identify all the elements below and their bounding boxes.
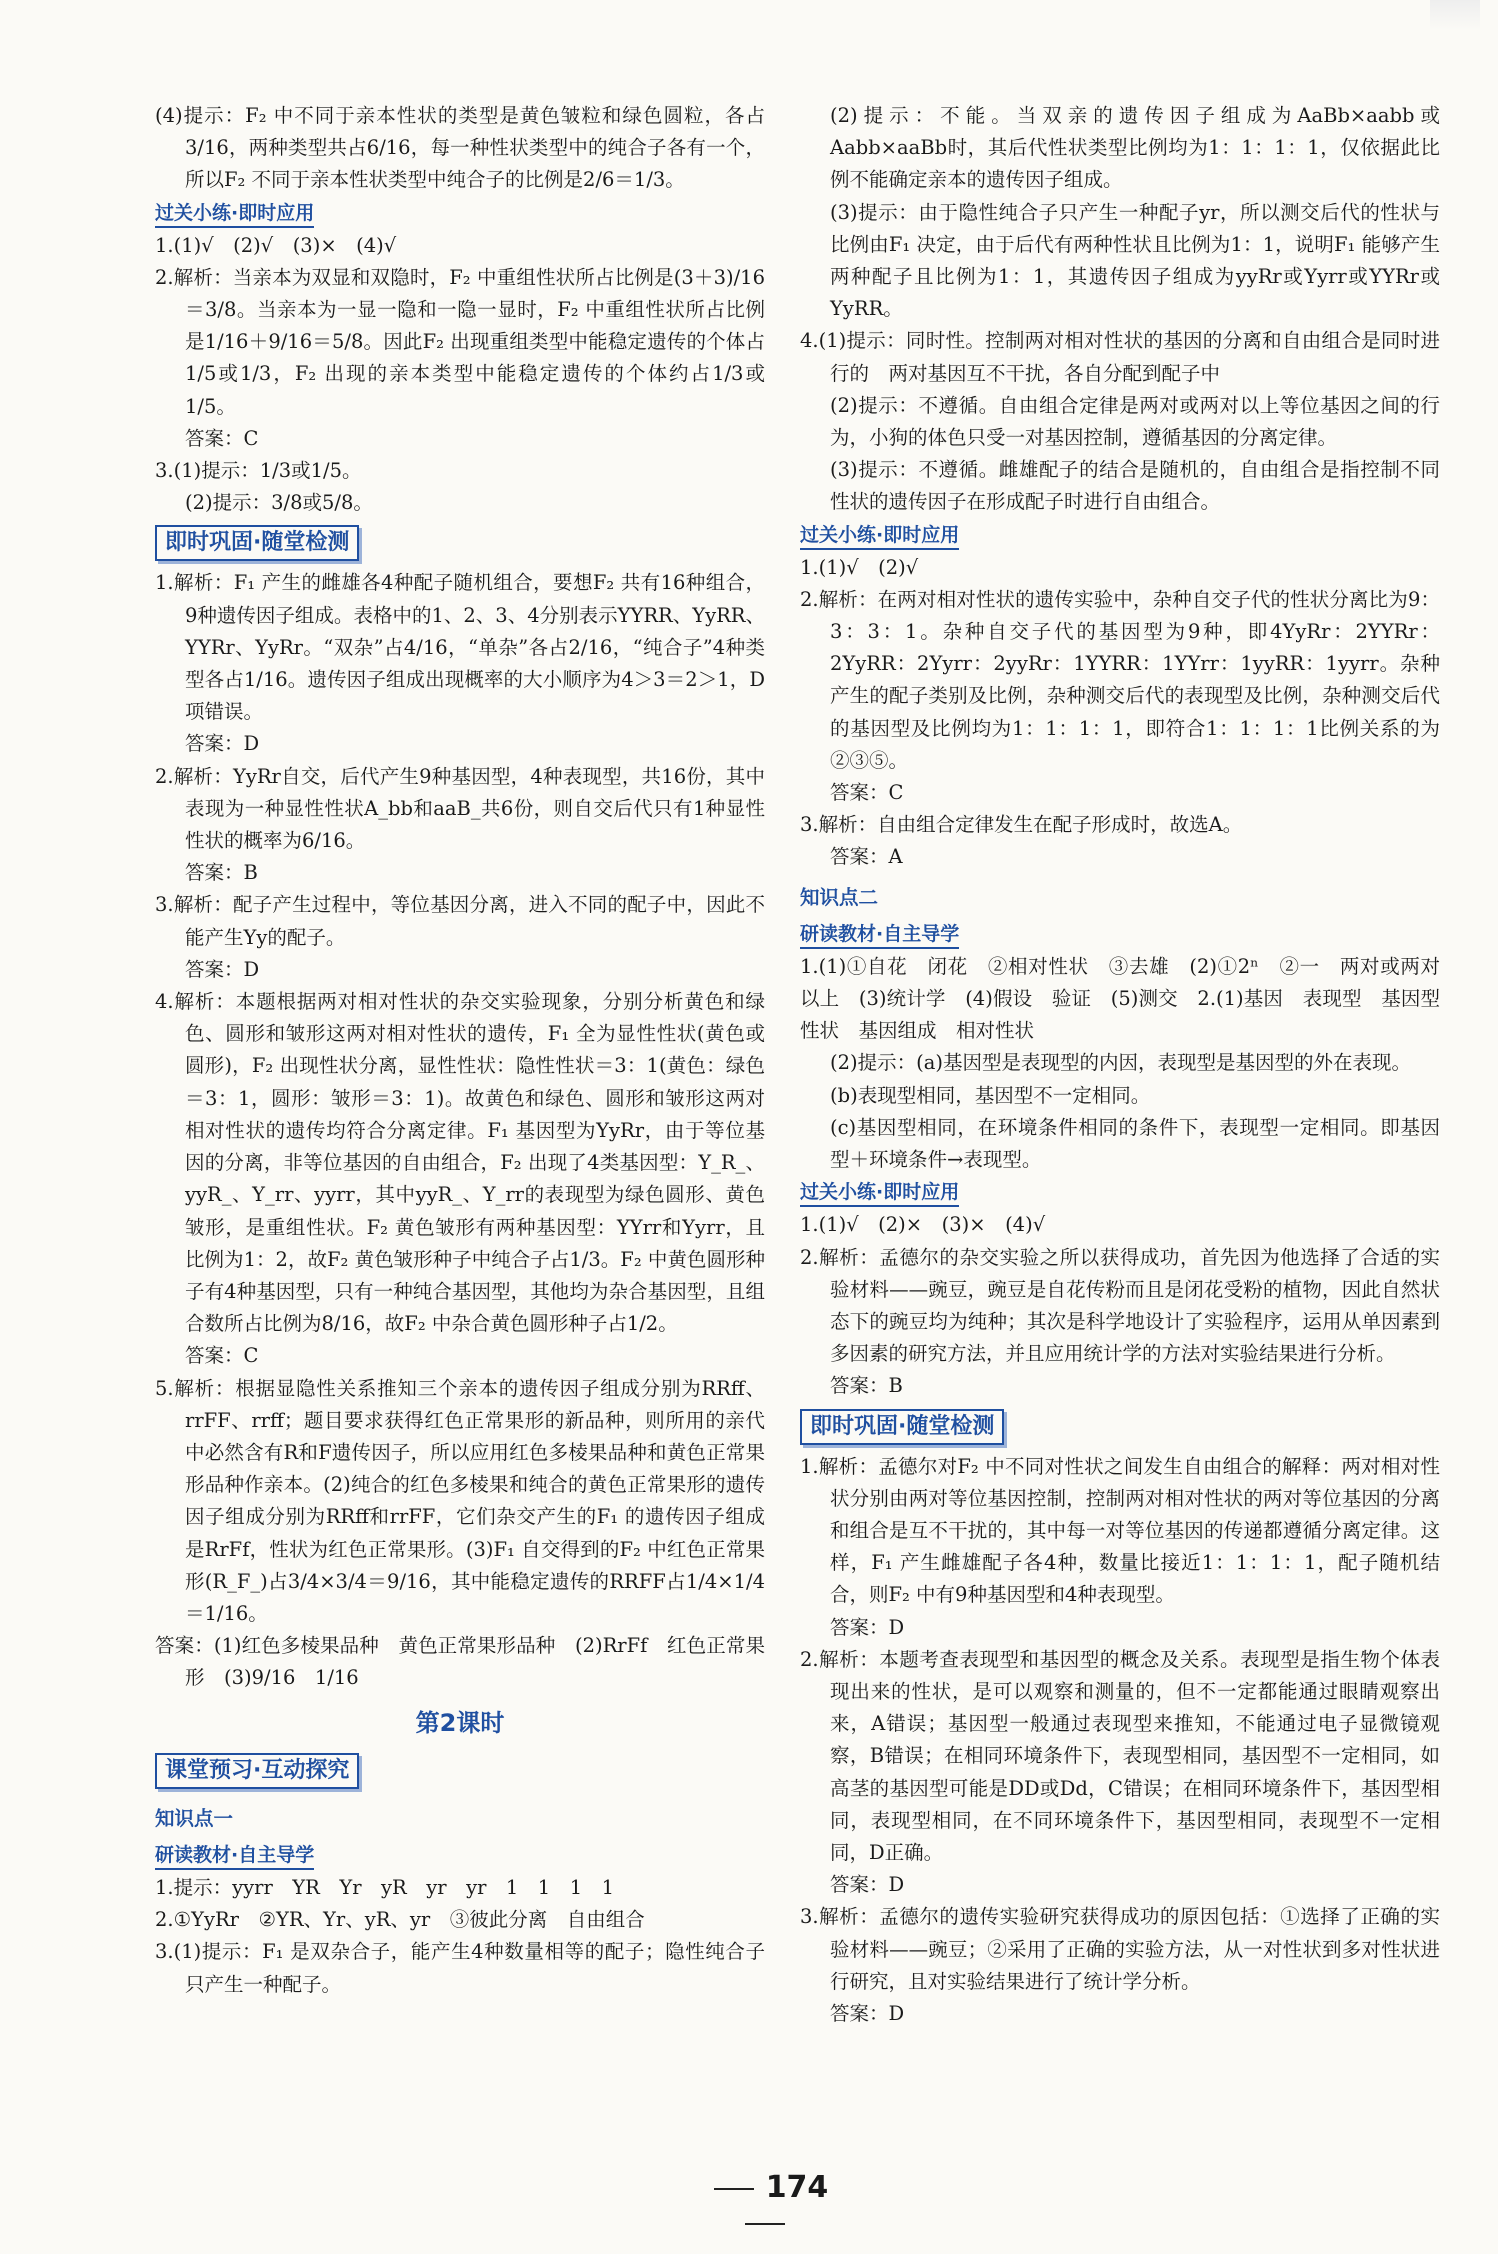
- paragraph: 答案：D: [830, 2001, 905, 2025]
- section-heading: 过关小练·即时应用: [800, 1179, 959, 1207]
- corner-mark: [1430, 0, 1480, 30]
- boxed-section-heading: 即时巩固·随堂检测: [800, 1409, 1004, 1445]
- paragraph: 答案：A: [830, 845, 903, 869]
- paragraph: (2)提示：3/8或5/8。: [185, 491, 373, 515]
- paragraph: (3)提示：不遵循。雌雄配子的结合是随机的，自由组合是指控制不同性状的遗传因子在形成配子时进行自由组合。: [830, 458, 1440, 514]
- paragraph: 答案：C: [185, 1344, 259, 1368]
- page-number: 174: [690, 2170, 840, 2240]
- paragraph: 2.解析：在两对相对性状的遗传实验中，杂种自交子代的性状分离比为9：3：3：1。杂种自交子代的基因型为9种，即4YyRr：2YYRr：2YyRR：2Yyrr：2yyRr：1YYRR：1YYrr：1yyRR：1yyrr。杂种产生的配子类别及比例，杂种测交后代的表现型及比例，杂种测交后代的基因型及比例均为1：1：1：1，即符合1：1：1：1比例关系的为②③⑤。: [800, 587, 1440, 772]
- paragraph: 3.解析：自由组合定律发生在配子形成时，故选A。: [800, 813, 1243, 837]
- paragraph: 3.(1)提示：1/3或1/5。: [155, 459, 362, 483]
- paragraph: (4)提示：F₂ 中不同于亲本性状的类型是黄色皱粒和绿色圆粒，各占3/16，两种类型共占6/16，每一种性状类型中的纯合子各有一个，所以F₂ 不同于亲本性状类型中纯合子的比例是2/6＝1/3。: [155, 104, 765, 192]
- lesson-heading: 第2课时: [415, 1708, 505, 1737]
- paragraph: 1.(1)√ (2)√ (3)× (4)√: [155, 233, 397, 257]
- paragraph: 答案：(1)红色多棱果品种 黄色正常果形品种 (2)RrFf 红色正常果形 (3)9/16 1/16: [155, 1634, 765, 1690]
- paragraph: 答案：C: [830, 781, 904, 805]
- paragraph: 1.解析：孟德尔对F₂ 中不同对性状之间发生自由组合的解释：两对相对性状分别由两对等位基因控制，控制两对相对性状的两对等位基因的分离和组合是互不干扰的，其中每一对等位基因的传递都遵循分离定律。这样，F₁ 产生雌雄配子各4种，数量比接近1：1：1：1，配子随机结合，则F₂ 中有9种基因型和4种表现型。: [800, 1454, 1440, 1607]
- paragraph: 5.解析：根据显隐性关系推知三个亲本的遗传因子组成分别为RRff、rrFF、rrff；题目要求获得红色正常果形的新品种，则所用的亲代中必然含有R和F遗传因子，所以应用红色多棱果品种和黄色正常果形品种作亲本。(2)纯合的红色多棱果和纯合的黄色正常果形的遗传因子组成分别为RRff和rrFF，它们杂交产生的F₁ 的遗传因子组成是RrFf，性状为红色正常果形。(3)F₁ 自交得到的F₂ 中红色正常果形(R_F_)占3/4×3/4＝9/16，其中能稳定遗传的RRFF占1/4×1/4＝1/16。: [155, 1376, 765, 1625]
- paragraph: 答案：D: [830, 1873, 905, 1897]
- right-column: [800, 100, 1460, 2030]
- knowledge-point-heading: 知识点二: [800, 885, 879, 909]
- paragraph: 2.解析：本题考查表现型和基因型的概念及关系。表现型是指生物个体表现出来的性状，是可以观察和测量的，但不一定都能通过眼睛观察出来，A错误；基因型一般通过表现型来推知，不能通过电子显微镜观察，B错误；在相同环境条件下，表现型相同，基因型不一定相同，如高茎的基因型可能是DD或Dd，C错误；在相同环境条件下，基因型相同，表现型相同，在不同环境条件下，基因型相同，表现型不一定相同，D正确。: [800, 1647, 1440, 1864]
- section-heading: 过关小练·即时应用: [800, 522, 959, 550]
- paragraph: 答案：D: [185, 957, 260, 981]
- knowledge-point-heading: 知识点一: [155, 1806, 234, 1830]
- section-heading: 研读教材·自主导学: [800, 921, 959, 949]
- paragraph: 答案：C: [185, 426, 259, 450]
- paragraph: 2.①YyRr ②YR、Yr、yR、yr ③彼此分离 自由组合: [155, 1908, 645, 1932]
- paragraph: 4.(1)提示：同时性。控制两对相对性状的基因的分离和自由组合是同时进行的 两对基因互不干扰，各自分配到配子中: [800, 329, 1440, 385]
- boxed-section-heading: 课堂预习·互动探究: [155, 1753, 359, 1789]
- paragraph: 3.(1)提示：F₁ 是双杂合子，能产生4种数量相等的配子；隐性纯合子只产生一种配子。: [155, 1940, 765, 1996]
- boxed-section-heading: 即时巩固·随堂检测: [155, 525, 359, 561]
- paragraph: 1.解析：F₁ 产生的雌雄各4种配子随机组合，要想F₂ 共有16种组合，9种遗传因子组成。表格中的1、2、3、4分别表示YYRR、YyRR、YYRr、YyRr。“双杂”占4/16，“单杂”各占2/16，“纯合子”4种类型各占1/16。遗传因子组成出现概率的大小顺序为4＞3＝2＞1，D项错误。: [155, 571, 765, 724]
- paragraph: 1.(1)√ (2)× (3)× (4)√: [800, 1213, 1046, 1237]
- paragraph: (2)提示：不能。当双亲的遗传因子组成为AaBb×aabb或Aabb×aaBb时，其后代性状类型比例均为1：1：1：1，仅依据此比例不能确定亲本的遗传因子组成。: [830, 104, 1440, 192]
- paragraph: (3)提示：由于隐性纯合子只产生一种配子yr，所以测交后代的性状与比例由F₁ 决定，由于后代有两种性状且比例为1：1，说明F₁ 能够产生两种配子且比例为1：1，其遗传因子组成为yyRr或Yyrr或YYRr或YyRR。: [830, 200, 1440, 321]
- paragraph: 3.解析：孟德尔的遗传实验研究获得成功的原因包括：①选择了正确的实验材料——豌豆；②采用了正确的实验方法，从一对性状到多对性状进行研究，且对实验结果进行了统计学分析。: [800, 1905, 1440, 1993]
- paragraph: (2)提示：(a)基因型是表现型的内因，表现型是基因型的外在表现。: [830, 1051, 1411, 1075]
- paragraph: 答案：D: [830, 1615, 905, 1639]
- paragraph: 2.解析：孟德尔的杂交实验之所以获得成功，首先因为他选择了合适的实验材料——豌豆，豌豆是自花传粉而且是闭花受粉的植物，因此自然状态下的豌豆均为纯种；其次是科学地设计了实验程序，运用从单因素到多因素的研究方法，并且应用统计学的方法对实验结果进行分析。: [800, 1245, 1440, 1366]
- paragraph: 1.提示：yyrr YR Yr yR yr yr 1 1 1 1: [155, 1875, 615, 1899]
- paragraph: 4.解析：本题根据两对相对性状的杂交实验现象，分别分析黄色和绿色、圆形和皱形这两对相对性状的遗传，F₁ 全为显性性状(黄色或圆形)，F₂ 出现性状分离，显性性状：隐性性状＝3：1(黄色：绿色＝3：1，圆形：皱形＝3：1)。故黄色和绿色、圆形和皱形这两对相对性状的遗传均符合分离定律。F₁ 基因型为YyRr，由于等位基因的分离，非等位基因的自由组合，F₂ 出现了4类基因型：Y_R_、yyR_、Y_rr、yyrr，其中yyR_、Y_rr的表现型为绿色圆形、黄色皱形，是重组性状。F₂ 黄色皱形有两种基因型：YYrr和Yyrr，且比例为1：2，故F₂ 黄色皱形种子中纯合子占1/3。F₂ 中黄色圆形种子有4种基因型，只有一种纯合基因型，其他均为杂合基因型，且组合数所占比例为8/16，故F₂ 中杂合黄色圆形种子占1/2。: [155, 990, 765, 1336]
- left-column: [155, 100, 765, 2001]
- paragraph: 答案：B: [830, 1374, 903, 1398]
- paragraph: 3.解析：配子产生过程中，等位基因分离，进入不同的配子中，因此不能产生Yy的配子。: [155, 893, 765, 949]
- section-heading: 过关小练·即时应用: [155, 200, 314, 228]
- paragraph: 答案：D: [185, 732, 260, 756]
- paragraph: (b)表现型相同，基因型不一定相同。: [830, 1083, 1151, 1107]
- paragraph: (2)提示：不遵循。自由组合定律是两对或两对以上等位基因之间的行为，小狗的体色只受一对基因控制，遵循基因的分离定律。: [830, 393, 1440, 450]
- paragraph: (c)基因型相同，在环境条件相同的条件下，表现型一定相同。即基因型＋环境条件→表现型。: [830, 1115, 1440, 1172]
- paragraph: 1.(1)①自花 闭花 ②相对性状 ③去雄 (2)①2ⁿ ②一 两对或两对以上 (3)统计学 (4)假设 验证 (5)测交 2.(1)基因 表现型 基因型 性状 基因组成 相对性状: [800, 954, 1460, 1043]
- section-heading: 研读教材·自主导学: [155, 1842, 314, 1870]
- paragraph: 2.解析：当亲本为双显和双隐时，F₂ 中重组性状所占比例是(3＋3)/16＝3/8。当亲本为一显一隐和一隐一显时，F₂ 中重组性状所占比例是1/16＋9/16＝5/8。因此F₂ 出现重组类型中能稳定遗传的个体占1/5或1/3，F₂ 出现的亲本类型中能稳定遗传的个体约占1/3或1/5。: [155, 265, 765, 418]
- paragraph: 2.解析：YyRr自交，后代产生9种基因型，4种表现型，共16份，其中表现为一种显性性状A_bb和aaB_共6份，则自交后代只有1种显性性状的概率为6/16。: [155, 764, 765, 853]
- paragraph: 1.(1)√ (2)√: [800, 555, 919, 579]
- paragraph: 答案：B: [185, 861, 258, 885]
